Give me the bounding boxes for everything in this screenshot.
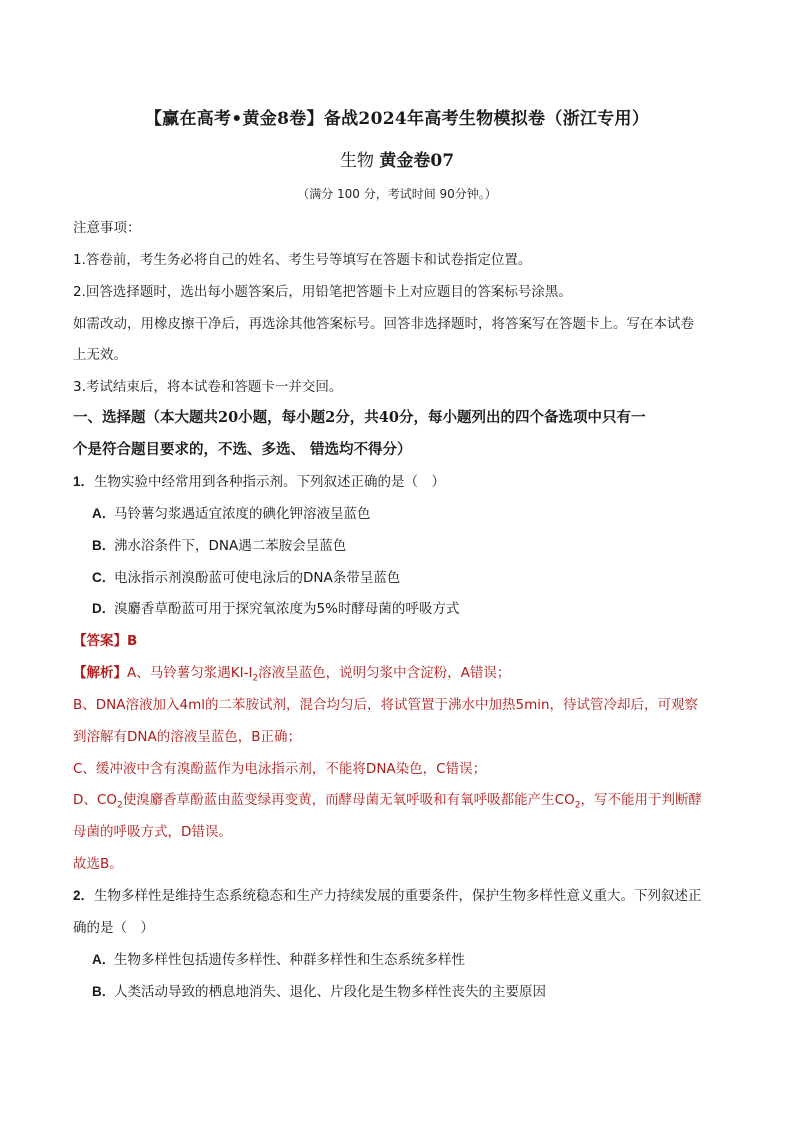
- section-heading: 一、选择题（本大题共20小题，每小题2分，共40分，每小题列出的四个备选项中只有一: [73, 409, 646, 426]
- option-label: A．: [92, 506, 116, 521]
- section-heading-cont: 个是符合题目要求的，不选、多选、 错选均不得分）: [73, 441, 412, 458]
- analysis-text: A、马铃薯匀浆遇: [127, 665, 231, 681]
- note-item: 3.考试结束后，将本试卷和答题卡一并交回。: [73, 379, 343, 395]
- question-1-stem: [73, 472, 723, 492]
- subject-label: 生物: [339, 151, 374, 171]
- page-subtitle: [0, 146, 794, 171]
- question-text: 生物实验中经常用到各种指示剂。下列叙述正确的是（ ）: [94, 474, 446, 490]
- analysis-line-b2: 到溶解有DNA的溶液呈蓝色，B正确；: [73, 729, 301, 745]
- option-text: 人类活动导致的栖息地消失、退化、片段化是生物多样性丧失的主要原因: [114, 984, 546, 1000]
- analysis-line-b1: B、DNA溶液加入4ml的二苯胺试剂，混合均匀后，将试管置于沸水中加热5min，待试管冷却后，可观察: [73, 697, 699, 713]
- answer-line: 【答案】B: [73, 633, 138, 649]
- analysis-line-d1: [73, 790, 723, 816]
- question-2-option-a: [92, 950, 742, 970]
- analysis-text: ，写不能用于判断酵: [580, 792, 702, 808]
- notes-heading: 注意事项：: [73, 220, 141, 236]
- option-label: B．: [92, 984, 116, 999]
- analysis-line-d2: 母菌的呼吸方式，D错误。: [73, 824, 232, 840]
- option-label: A．: [92, 952, 116, 967]
- analysis-text: 使溴麝香草酚蓝由蓝变绿再变黄，而酵母菌无氧呼吸和有氧呼吸都能产生CO: [122, 792, 575, 808]
- question-2-stem: [73, 886, 723, 906]
- option-label: C．: [92, 570, 116, 585]
- analysis-line-c: C、缓冲液中含有溴酚蓝作为电泳指示剂，不能将DNA染色，C错误；: [73, 761, 487, 777]
- page-title: 【赢在高考•黄金8卷】备战2024年高考生物模拟卷（浙江专用）: [144, 109, 650, 129]
- option-text: 马铃薯匀浆遇适宜浓度的碘化钾溶液呈蓝色: [114, 506, 371, 522]
- analysis-text: D、CO: [73, 792, 117, 808]
- question-2-option-b: [92, 982, 742, 1002]
- question-number: 2．: [73, 888, 95, 903]
- option-text: 电泳指示剂溴酚蓝可使电泳后的DNA条带呈蓝色: [114, 570, 401, 586]
- note-item: 上无效。: [73, 347, 127, 363]
- formula-subscript: 2: [574, 800, 581, 811]
- question-1-option-a: [92, 504, 742, 524]
- analysis-tag: 【解析】: [73, 665, 127, 681]
- question-1-option-c: [92, 568, 742, 588]
- analysis-line-a: [73, 663, 723, 689]
- formula: KI-I: [230, 665, 253, 681]
- analysis-conclusion: 故选B。: [73, 856, 123, 872]
- analysis-text: 溶液呈蓝色，说明匀浆中含淀粉，A错误；: [258, 665, 511, 681]
- note-item: 2.回答选择题时，选出每小题答案后，用铅笔把答题卡上对应题目的答案标号涂黑。: [73, 284, 572, 300]
- paper-number: 黄金卷07: [379, 151, 455, 171]
- option-text: 溴麝香草酚蓝可用于探究氧浓度为5%时酵母菌的呼吸方式: [114, 601, 460, 617]
- option-text: 沸水浴条件下，DNA遇二苯胺会呈蓝色: [114, 538, 347, 554]
- option-label: B．: [92, 538, 116, 553]
- note-item: 1.答卷前，考生务必将自己的姓名、考生号等填写在答题卡和试卷指定位置。: [73, 252, 532, 268]
- question-number: 1．: [73, 474, 95, 489]
- note-item: 如需改动，用橡皮擦干净后，再选涂其他答案标号。回答非选择题时，将答案写在答题卡上。写在本试卷: [73, 316, 694, 332]
- formula-subscript: 2: [116, 800, 123, 811]
- question-1-option-d: [92, 599, 742, 619]
- option-text: 生物多样性包括遗传多样性、种群多样性和生态系统多样性: [114, 952, 465, 968]
- question-1-option-b: [92, 536, 742, 556]
- question-text: 生物多样性是维持生态系统稳态和生产力持续发展的重要条件，保护生物多样性意义重大。下列叙述正: [94, 888, 702, 904]
- exam-info: （满分 100 分，考试时间 90分钟。）: [297, 187, 497, 201]
- option-label: D．: [92, 601, 116, 616]
- formula-subscript: 2: [252, 673, 259, 684]
- question-2-stem-cont: 确的是（ ）: [73, 920, 154, 936]
